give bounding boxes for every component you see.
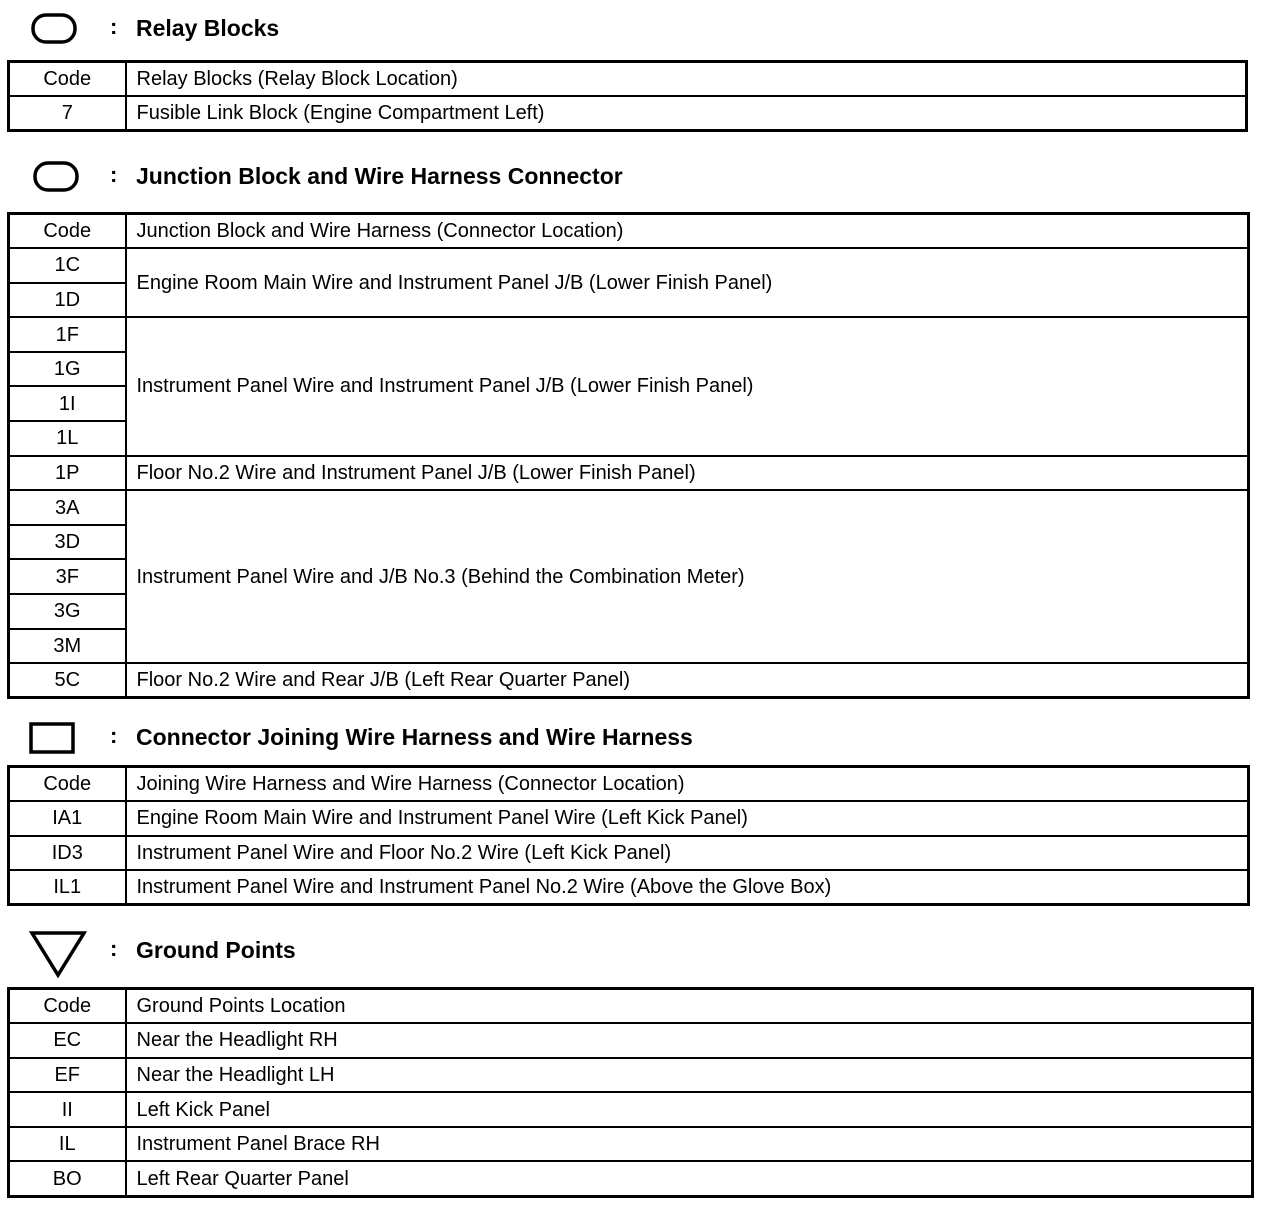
table-row (9, 1092, 1253, 1127)
code-cell: EC (9, 1023, 126, 1058)
section-title: Relay Blocks (136, 15, 280, 41)
connector-joining-header (0, 717, 1280, 757)
code-cell: II (9, 1092, 126, 1127)
table-row (9, 456, 1249, 491)
description-cell: Engine Room Main Wire and Instrument Panel J/B (Lower Finish Panel) (126, 248, 1249, 317)
section-colon: : (110, 162, 118, 187)
code-cell: 1C (9, 248, 126, 283)
ground-points-header (0, 930, 1280, 970)
section-colon: : (110, 936, 118, 961)
description-cell: Instrument Panel Wire and Instrument Panel No.2 Wire (Above the Glove Box) (126, 870, 1249, 905)
table-row (9, 1161, 1253, 1196)
table-row (9, 1127, 1253, 1162)
code-cell: 1P (9, 456, 126, 491)
table-row (9, 870, 1249, 905)
connector-joining-table (7, 765, 1250, 906)
code-header: Code (9, 989, 126, 1024)
code-cell: 1L (9, 421, 126, 456)
description-cell: Instrument Panel Wire and Floor No.2 Wire (Left Kick Panel) (126, 836, 1249, 871)
section-title: Ground Points (136, 937, 296, 963)
table-header-row (9, 767, 1249, 802)
description-cell: Left Kick Panel (126, 1092, 1253, 1127)
code-cell: IL1 (9, 870, 126, 905)
code-cell: 3F (9, 559, 126, 594)
section-colon: : (110, 14, 118, 39)
code-cell: 5C (9, 663, 126, 698)
description-cell: Fusible Link Block (Engine Compartment Left) (126, 96, 1247, 131)
description-cell: Left Rear Quarter Panel (126, 1161, 1253, 1196)
table-header-row (9, 62, 1247, 97)
table-header-row (9, 214, 1249, 249)
table-header-row (9, 989, 1253, 1024)
description-cell: Instrument Panel Wire and J/B No.3 (Behind the Combination Meter) (126, 490, 1249, 663)
rounded-oval-icon (30, 12, 80, 46)
table-row (9, 1023, 1253, 1058)
code-cell: 1G (9, 352, 126, 387)
description-cell: Near the Headlight LH (126, 1058, 1253, 1093)
description-cell: Near the Headlight RH (126, 1023, 1253, 1058)
rounded-oval-icon (32, 160, 82, 194)
section-title: Connector Joining Wire Harness and Wire Harness (136, 724, 693, 750)
code-cell: 1I (9, 386, 126, 421)
table-row (9, 1058, 1253, 1093)
description-header: Ground Points Location (126, 989, 1253, 1024)
rectangle-icon (28, 721, 78, 757)
code-cell: ID3 (9, 836, 126, 871)
table-row (9, 663, 1249, 698)
relay-blocks-table (7, 60, 1248, 132)
code-cell: 1D (9, 283, 126, 318)
code-cell: 3A (9, 490, 126, 525)
description-cell: Floor No.2 Wire and Instrument Panel J/B (Lower Finish Panel) (126, 456, 1249, 491)
description-header: Relay Blocks (Relay Block Location) (126, 62, 1247, 97)
table-row (9, 490, 1249, 525)
junction-block-header (0, 156, 1280, 196)
description-cell: Instrument Panel Wire and Instrument Panel J/B (Lower Finish Panel) (126, 317, 1249, 455)
description-cell: Engine Room Main Wire and Instrument Panel Wire (Left Kick Panel) (126, 801, 1249, 836)
section-colon: : (110, 723, 118, 748)
code-header: Code (9, 214, 126, 249)
table-row (9, 317, 1249, 352)
table-row (9, 96, 1247, 131)
description-cell: Floor No.2 Wire and Rear J/B (Left Rear Quarter Panel) (126, 663, 1249, 698)
code-cell: BO (9, 1161, 126, 1196)
code-cell: EF (9, 1058, 126, 1093)
code-cell: 1F (9, 317, 126, 352)
code-header: Code (9, 767, 126, 802)
code-cell: 3G (9, 594, 126, 629)
code-cell: IA1 (9, 801, 126, 836)
description-cell: Instrument Panel Brace RH (126, 1127, 1253, 1162)
section-title: Junction Block and Wire Harness Connector (136, 163, 623, 189)
table-row (9, 836, 1249, 871)
description-header: Junction Block and Wire Harness (Connector Location) (126, 214, 1249, 249)
code-cell: 3D (9, 525, 126, 560)
code-cell: 3M (9, 629, 126, 664)
relay-blocks-header (0, 8, 1280, 48)
ground-points-table (7, 987, 1254, 1198)
code-cell: 7 (9, 96, 126, 131)
description-header: Joining Wire Harness and Wire Harness (Connector Location) (126, 767, 1249, 802)
table-row (9, 248, 1249, 283)
inverted-triangle-icon (29, 930, 89, 980)
code-cell: IL (9, 1127, 126, 1162)
code-header: Code (9, 62, 126, 97)
table-row (9, 801, 1249, 836)
junction-block-table (7, 212, 1250, 699)
